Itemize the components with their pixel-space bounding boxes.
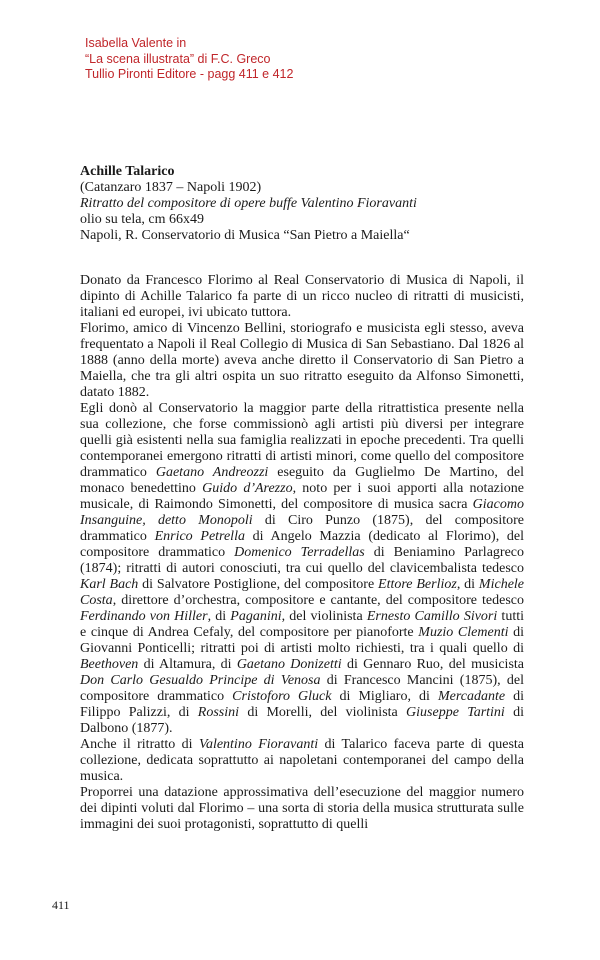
source-note <box>85 36 293 83</box>
text-run: di Giovanni Ponticelli; ritratti poi di artisti molto richiesti, tra i quali quello di <box>80 625 525 656</box>
artwork-entry <box>80 164 524 244</box>
italic-name: Michele Costa <box>80 577 525 608</box>
italic-name: Guido d’Arezzo <box>202 481 293 496</box>
italic-name: Giuseppe Tartini <box>406 705 505 720</box>
body-paragraph <box>80 785 524 833</box>
source-note-author: Isabella Valente in <box>85 36 187 50</box>
text-run: , di <box>207 609 231 624</box>
artwork-medium: olio su tela, cm 66x49 <box>80 212 205 227</box>
text-run: eseguito da Guglielmo De Martino, del monaco benedettino <box>80 465 524 496</box>
body-paragraph <box>80 737 524 785</box>
text-run: , noto per i suoi apporti alla notazione musicale, di Raimondo Simonetti, del compositore di musica sacra <box>80 481 524 512</box>
italic-name: Gaetano Donizetti <box>236 657 342 672</box>
text-run: di Migliaro, di <box>331 689 438 704</box>
italic-name: Valentino Fioravanti <box>198 737 319 752</box>
artwork-title: Ritratto del compositore di opere buffe Valentino Fioravanti <box>80 196 417 211</box>
italic-name: Ettore Berlioz <box>378 577 457 592</box>
text-run: di Filippo Palizzi, di <box>80 689 524 720</box>
body-paragraph <box>80 401 524 737</box>
text-run: Egli donò al Conservatorio la maggior parte della ritrattistica presente nella sua collezione, che forse commissionò agli artisti più diversi per integrare quelli già esistenti nella sua famiglia realizzati in epoche precedenti. Tra quelli contemporanei emergono ritratti di artisti minori, come quello del compositore drammatico <box>80 401 524 480</box>
italic-name: Ernesto Camillo Sivori <box>366 609 498 624</box>
text-run: di Morelli, del violinista <box>239 705 407 720</box>
text-run: tutti e cinque di Andrea Cefaly, del compositore per pianoforte <box>80 609 524 640</box>
text-run: di Dalbono (1877). <box>80 705 524 736</box>
italic-name: Beethoven <box>80 657 139 672</box>
italic-name: Gaetano Andreozzi <box>155 465 269 480</box>
artist-name: Achille Talarico <box>80 164 175 179</box>
italic-name: Paganini <box>230 609 282 624</box>
text-run: di Francesco Mancini (1875), del compositore drammatico <box>80 673 524 704</box>
italic-name: Giacomo Insanguine, detto Monopoli <box>80 497 524 528</box>
source-note-publisher: Tullio Pironti Editore - pagg 411 e 412 <box>85 67 294 81</box>
text-run: di Gennaro Ruo, del musicista <box>341 657 524 672</box>
artwork-location: Napoli, R. Conservatorio di Musica “San Pietro a Maiella“ <box>80 228 410 243</box>
text-run: , di <box>456 577 479 592</box>
text-run: di Salvatore Postiglione, del compositore <box>138 577 379 592</box>
body-paragraph <box>80 321 524 401</box>
text-run: , del violinista <box>281 609 367 624</box>
text-run: di Altamura, di <box>138 657 237 672</box>
italic-name: Cristoforo Gluck <box>232 689 332 704</box>
italic-name: Enrico Petrella <box>154 529 245 544</box>
text-run: di Talarico faceva parte di questa collezione, dedicata soprattutto ai napoletani contemporanei del campo della musica. <box>80 737 524 784</box>
italic-name: Karl Bach <box>80 577 139 592</box>
italic-name: Rossini <box>197 705 240 720</box>
italic-name: Mercadante <box>437 689 506 704</box>
text-run: Anche il ritratto di <box>80 737 199 752</box>
text-run: Donato da Francesco Florimo al Real Conservatorio di Musica di Napoli, il dipinto di Achille Talarico fa parte di un ricco nucleo di ritratti di musicisti, italiani ed europei, ivi ubicato tuttora. <box>80 273 524 320</box>
artist-dates: (Catanzaro 1837 – Napoli 1902) <box>80 180 262 195</box>
italic-name: Don Carlo Gesualdo Principe di Venosa <box>80 673 321 688</box>
text-run: di Beniamino Parlagreco (1874); ritratti di autori conosciuti, tra cui quello del clavicembalista tedesco <box>80 545 524 576</box>
page-number: 411 <box>52 898 70 912</box>
italic-name: Domenico Terradellas <box>234 545 365 560</box>
body-text <box>80 273 524 833</box>
italic-name: Muzio Clementi <box>418 625 509 640</box>
text-run: Florimo, amico di Vincenzo Bellini, storiografo e musicista egli stesso, aveva frequentato a Napoli il Real Collegio di Musica di San Sebastiano. Dal 1826 al 1888 (anno della morte) aveva anche diretto il Conservatorio di San Pietro a Maiella, che tra gli altri ospita un suo ritratto eseguito da Alfonso Simonetti, datato 1882. <box>80 321 524 400</box>
italic-name: Ferdinando von Hiller <box>80 609 208 624</box>
text-run: di Ciro Punzo (1875), del compositore drammatico <box>80 513 524 544</box>
body-paragraph <box>80 273 524 321</box>
text-run: , direttore d’orchestra, compositore e cantante, del compositore tedesco <box>112 593 524 608</box>
text-run: Proporrei una datazione approssimativa dell’esecuzione del maggior numero dei dipinti voluti dal Florimo – una sorta di storia della musica strutturata sulle immagini dei suoi protagonisti, soprattutto di quelli <box>80 785 524 832</box>
text-run: di Angelo Mazzia (dedicato al Florimo), del compositore drammatico <box>80 529 524 560</box>
source-note-book: “La scena illustrata” di F.C. Greco <box>85 51 271 66</box>
